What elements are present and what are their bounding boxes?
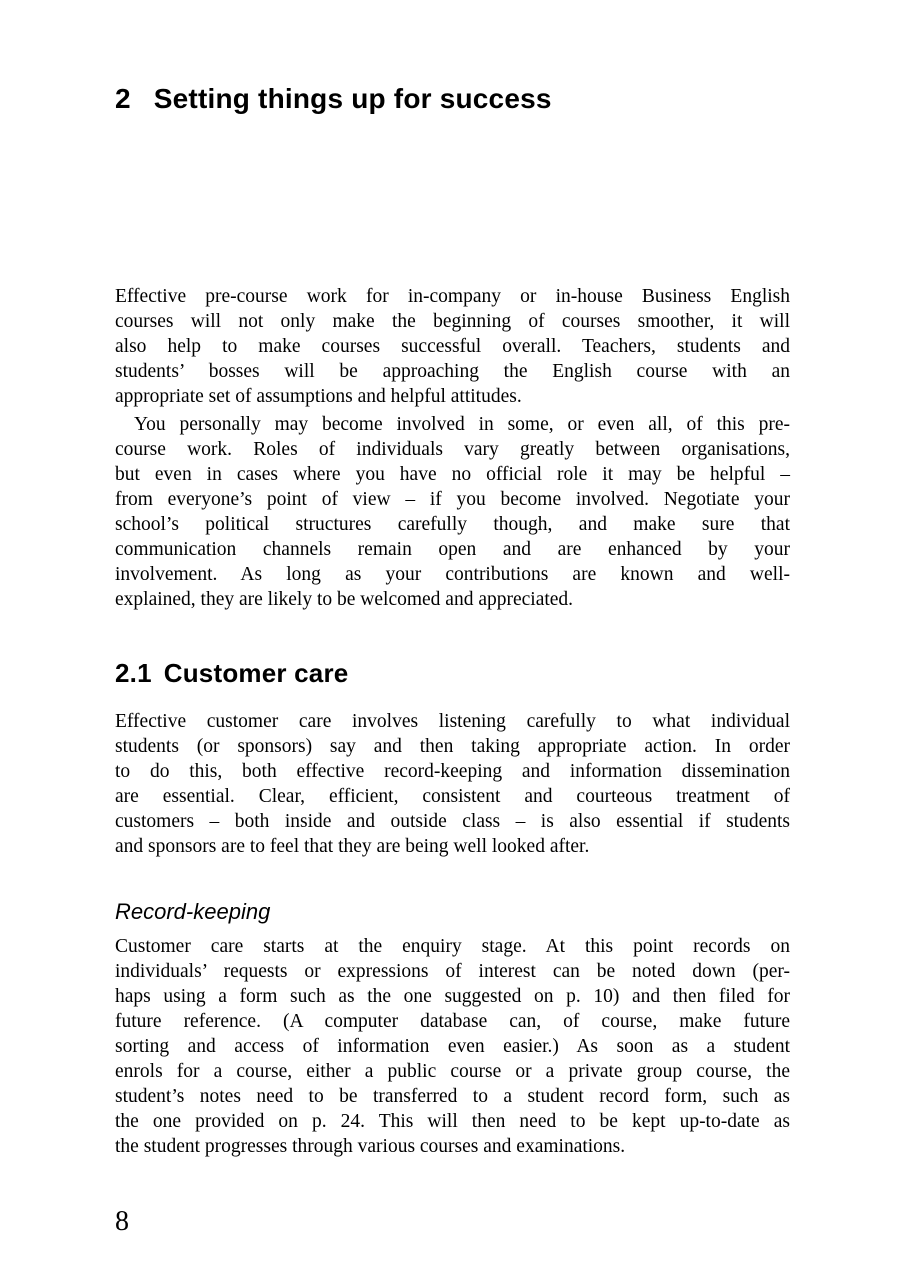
page-number: 8 — [115, 1206, 129, 1237]
text-line: future reference. (A computer database can, of course, make future — [115, 1011, 790, 1032]
text-line: involvement. As long as your contributions are known and well- — [115, 564, 790, 585]
text-line: student’s notes need to be transferred to a student record form, such as — [115, 1086, 790, 1107]
text-line: You personally may become involved in some, or even all, of this pre- — [134, 414, 790, 435]
section-title: Customer care — [163, 658, 349, 688]
text-line: the student progresses through various courses and examinations. — [115, 1136, 626, 1157]
text-line: courses will not only make the beginning of courses smoother, it will — [115, 311, 790, 332]
chapter-number: 2 — [115, 83, 131, 114]
text-line: communication channels remain open and are enhanced by your — [115, 539, 790, 560]
text-line: from everyone’s point of view – if you become involved. Negotiate your — [115, 489, 790, 510]
text-line: course work. Roles of individuals vary greatly between organisations, — [115, 439, 790, 460]
text-line: enrols for a course, either a public course or a private group course, the — [115, 1061, 790, 1082]
text-column — [115, 0, 790, 1159]
text-line: the one provided on p. 24. This will then need to be kept up-to-date as — [115, 1111, 790, 1132]
text-line: Customer care starts at the enquiry stage. At this point records on — [115, 936, 790, 957]
text-line: customers – both inside and outside class – is also essential if students — [115, 811, 790, 832]
paragraph-record-keeping — [115, 934, 790, 1159]
text-line: appropriate set of assumptions and helpful attitudes. — [115, 386, 522, 407]
text-line: but even in cases where you have no official role it may be helpful – — [115, 464, 790, 485]
text-line: haps using a form such as the one suggested on p. 10) and then filed for — [115, 986, 790, 1007]
text-line: and sponsors are to feel that they are being well looked after. — [115, 836, 590, 857]
chapter-heading — [115, 82, 790, 116]
text-line: are essential. Clear, efficient, consistent and courteous treatment of — [115, 786, 790, 807]
text-line: to do this, both effective record-keeping and information dissemination — [115, 761, 790, 782]
subsection-heading: Record-keeping — [115, 899, 271, 924]
text-line: Effective pre-course work for in-company or in-house Business English — [115, 286, 790, 307]
text-line: students (or sponsors) say and then taking appropriate action. In order — [115, 736, 790, 757]
text-line: students’ bosses will be approaching the English course with an — [115, 361, 790, 382]
paragraph-pre-course-work — [115, 284, 790, 409]
text-line: individuals’ requests or expressions of interest can be noted down (per- — [115, 961, 790, 982]
text-line: Effective customer care involves listening carefully to what individual — [115, 711, 790, 732]
paragraph-customer-care — [115, 709, 790, 859]
section-number: 2.1 — [115, 658, 152, 688]
paragraph-personal-involvement — [115, 412, 790, 612]
text-line: school’s political structures carefully though, and make sure that — [115, 514, 790, 535]
text-line: also help to make courses successful overall. Teachers, students and — [115, 336, 790, 357]
text-line: explained, they are likely to be welcomed and appreciated. — [115, 589, 574, 610]
chapter-title: Setting things up for success — [153, 83, 552, 114]
section-heading — [115, 657, 790, 689]
text-line: sorting and access of information even easier.) As soon as a student — [115, 1036, 790, 1057]
